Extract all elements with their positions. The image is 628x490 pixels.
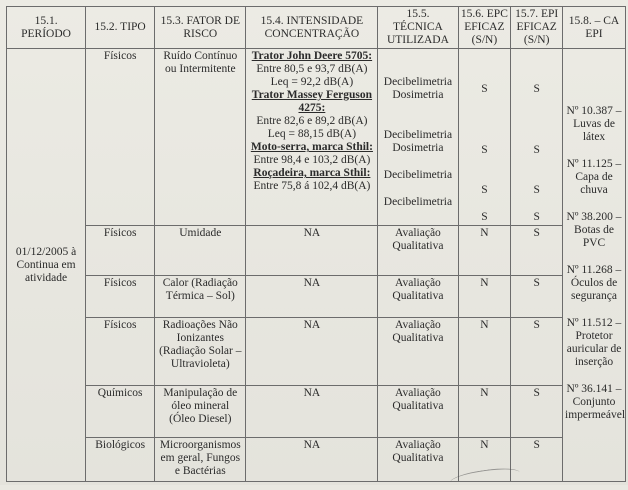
header-tipo: 15.2. TIPO: [86, 7, 155, 49]
epc-cell: N: [458, 438, 511, 482]
table-row: [7, 438, 626, 482]
tecnica-cell: Avaliação Qualitativa: [378, 276, 458, 318]
table-row: [7, 226, 626, 276]
tipo-cell: Físicos: [86, 49, 155, 226]
epc-value: S: [481, 83, 488, 95]
epc-cell: N: [458, 386, 511, 438]
epc-value: S: [481, 144, 488, 156]
epi-value: S: [533, 83, 540, 95]
tecnica-cell: Avaliação Qualitativa: [378, 226, 458, 276]
table-row: [7, 276, 626, 318]
intensidade-cell: NA: [246, 318, 378, 386]
tipo-cell: Químicos: [86, 386, 155, 438]
ca-cell: [563, 49, 626, 482]
fator-cell: Microorganismos em geral, Fungos e Bactérias: [155, 438, 246, 482]
intensidade-cell: NA: [246, 438, 378, 482]
epc-cell: N: [458, 226, 511, 276]
tecnica-line: Decibelimetria: [383, 76, 453, 88]
epi-cell: S: [511, 318, 563, 386]
tecnica-line: Decibelimetria: [383, 196, 453, 208]
fator-cell: Ruído Contínuo ou Intermitente: [155, 49, 246, 226]
measure-line: Leq = 88,15 dB(A): [267, 128, 357, 140]
measure-line: Leq = 92,2 dB(A): [270, 76, 354, 88]
intensidade-cell: NA: [246, 276, 378, 318]
epc-value: S: [481, 211, 488, 223]
tecnica-cell: Avaliação Qualitativa: [378, 438, 458, 482]
tipo-cell: Físicos: [86, 318, 155, 386]
intensidade-cell: [246, 49, 378, 226]
header-intensidade: 15.4. INTENSIDADE CONCENTRAÇÃO: [246, 7, 378, 49]
fator-cell: Umidade: [155, 226, 246, 276]
tecnica-line: Dosimetria: [392, 142, 444, 154]
fator-cell: Calor (Radiação Térmica – Sol): [155, 276, 246, 318]
tipo-cell: Físicos: [86, 226, 155, 276]
header-fator: 15.3. FATOR DE RISCO: [155, 7, 246, 49]
header-tecnica: 15.5. TÉCNICA UTILIZADA: [378, 7, 458, 49]
tipo-cell: Biológicos: [86, 438, 155, 482]
table-row: [7, 318, 626, 386]
intensidade-cell: NA: [246, 386, 378, 438]
epi-value: S: [533, 211, 540, 223]
header-epc: 15.6. EPC EFICAZ (S/N): [458, 7, 511, 49]
epc-cell: [458, 49, 511, 226]
header-periodo: 15.1. PERÍODO: [7, 7, 86, 49]
measure-title: Roçadeira, marca Sthil:: [253, 167, 371, 179]
ca-item: Nº 11.268 – Óculos de segurança: [566, 264, 622, 302]
measure-line: Entre 82,6 e 89,2 dB(A): [256, 115, 368, 127]
risk-factor-table: [6, 6, 626, 482]
tecnica-line: Decibelimetria: [383, 169, 453, 181]
measure-title: Trator John Deere 5705:: [251, 50, 373, 62]
epi-cell: S: [511, 438, 563, 482]
fator-cell: Radioações Não Ionizantes (Radiação Solar – Ultravioleta): [155, 318, 246, 386]
tecnica-cell: Avaliação Qualitativa: [378, 318, 458, 386]
epi-value: S: [533, 184, 540, 196]
epi-value: S: [533, 144, 540, 156]
header-ca: 15.8. – CA EPI: [563, 7, 626, 49]
measure-line: Entre 75,8 á 102,4 dB(A): [253, 180, 371, 192]
ca-item: Nº 38.200 – Botas de PVC: [566, 211, 622, 249]
epc-cell: N: [458, 318, 511, 386]
epi-cell: S: [511, 226, 563, 276]
ca-item: Nº 11.125 – Capa de chuva: [566, 158, 622, 196]
table-row: [7, 49, 626, 226]
tecnica-line: Dosimetria: [392, 89, 444, 101]
measure-line: Entre 80,5 e 93,7 dB(A): [256, 63, 368, 75]
epi-cell: S: [511, 276, 563, 318]
header-row: [7, 7, 626, 49]
measure-title: Trator Massey Ferguson 4275:: [251, 89, 373, 114]
measure-title: Moto-serra, marca Sthil:: [250, 141, 373, 153]
fator-cell: Manipulação de óleo mineral (Óleo Diesel): [155, 386, 246, 438]
tecnica-cell: Avaliação Qualitativa: [378, 386, 458, 438]
measure-line: Entre 98,4 e 103,2 dB(A): [253, 154, 371, 166]
epc-value: S: [481, 184, 488, 196]
epc-cell: N: [458, 276, 511, 318]
tecnica-line: Decibelimetria: [383, 129, 453, 141]
ca-item: Nº 10.387 – Luvas de látex: [566, 105, 622, 143]
tipo-cell: Físicos: [86, 276, 155, 318]
intensidade-cell: NA: [246, 226, 378, 276]
tecnica-cell: [378, 49, 458, 226]
header-epi: 15.7. EPI EFICAZ (S/N): [511, 7, 563, 49]
ca-item: Nº 11.512 – Protetor auricular de inserção: [566, 317, 622, 368]
epi-cell: [511, 49, 563, 226]
ca-item: Nº 36.141 – Conjunto impermeável: [565, 383, 626, 421]
table-row: [7, 386, 626, 438]
epi-cell: S: [511, 386, 563, 438]
periodo-cell: 01/12/2005 à Continua em atividade: [7, 49, 86, 482]
